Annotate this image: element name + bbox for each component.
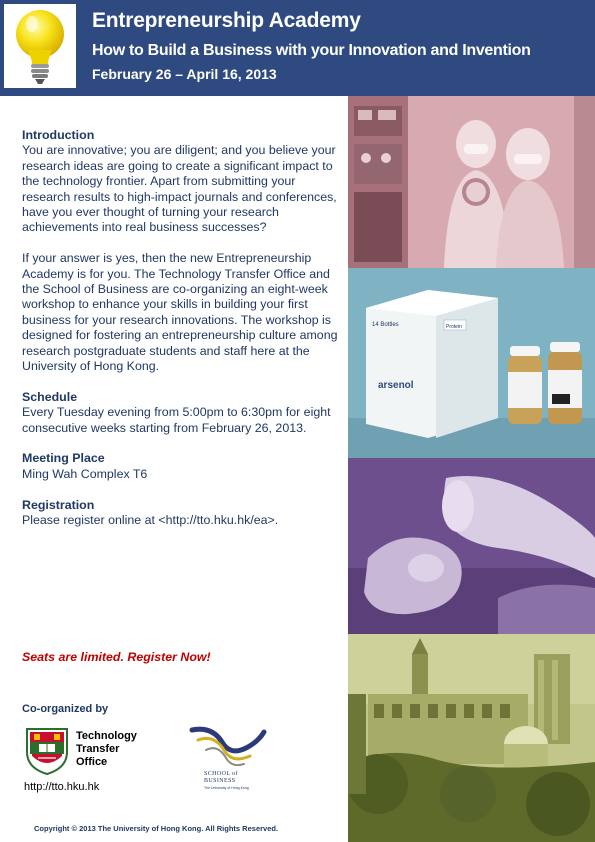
tto-name-line-1: Technology <box>76 730 137 742</box>
school-of-business-tagline: The University of Hong Kong <box>204 786 249 790</box>
meeting-place-text: Ming Wah Complex T6 <box>22 466 148 481</box>
box-label: 14 Bottles <box>372 322 399 328</box>
introduction-heading: Introduction <box>22 128 95 142</box>
schedule-heading: Schedule <box>22 389 78 404</box>
school-of-business-name <box>204 771 238 785</box>
lightbulb-icon <box>4 4 76 88</box>
cleanroom-researchers-photo <box>348 96 595 268</box>
tto-name-line-3: Office <box>76 756 108 768</box>
register-call-to-action: Seats are limited. Register Now! <box>22 650 211 664</box>
school-of-business-logo-icon <box>188 724 268 770</box>
box-brand: arsenol <box>378 380 414 391</box>
hands-photo <box>348 458 595 634</box>
event-dates: February 26 – April 16, 2013 <box>92 66 277 82</box>
co-organized-heading: Co-organized by <box>22 703 109 715</box>
box-tag: Protein <box>446 324 462 330</box>
page-subtitle: How to Build a Business with your Innovation and Invention <box>92 42 531 59</box>
header-banner <box>0 0 595 96</box>
tto-name-line-2: Transfer <box>76 743 120 755</box>
hku-crest-icon <box>24 726 70 776</box>
schedule-text: Every Tuesday evening from 5:00pm to 6:30pm for eight consecutive weeks starting from February 26, 2013. <box>22 405 331 435</box>
copyright-notice: Copyright © 2013 The University of Hong Kong. All Rights Reserved. <box>34 824 279 833</box>
main-content <box>22 128 340 544</box>
page-title: Entrepreneurship Academy <box>92 9 361 32</box>
introduction-paragraph-1: You are innovative; you are diligent; and you believe your research ideas are going to create a significant impact to the technology frontier. Apart from submitting your research results to high-impact journals and conferences, have you ever thought of turning your research achievements into real business successes? <box>22 143 337 235</box>
lightbulb-logo <box>4 4 76 88</box>
tto-url-link[interactable]: http://tto.hku.hk <box>24 781 100 793</box>
product-bottles-photo <box>348 268 595 458</box>
photo-column <box>348 96 595 842</box>
meeting-place-heading: Meeting Place <box>22 451 105 466</box>
sob-name-line-2: BUSINESS <box>204 778 236 784</box>
registration-heading: Registration <box>22 497 95 512</box>
sob-name-line-1: SCHOOL of <box>204 771 238 777</box>
registration-text[interactable]: Please register online at <http://tto.hku.hk/ea>. <box>22 513 279 528</box>
introduction-paragraph-2: If your answer is yes, then the new Entrepreneurship Academy is for you. The Technology Transfer Office and the School of Business are co-organizing an eight-week workshop to enhance your skills in building your first business for your research innovations. The workshop is designed for fostering an entrepreneurship culture among research postgraduate students and staff here at the University of Hong Kong. <box>22 251 338 374</box>
tto-name <box>76 730 137 769</box>
hku-building-photo <box>348 634 595 842</box>
